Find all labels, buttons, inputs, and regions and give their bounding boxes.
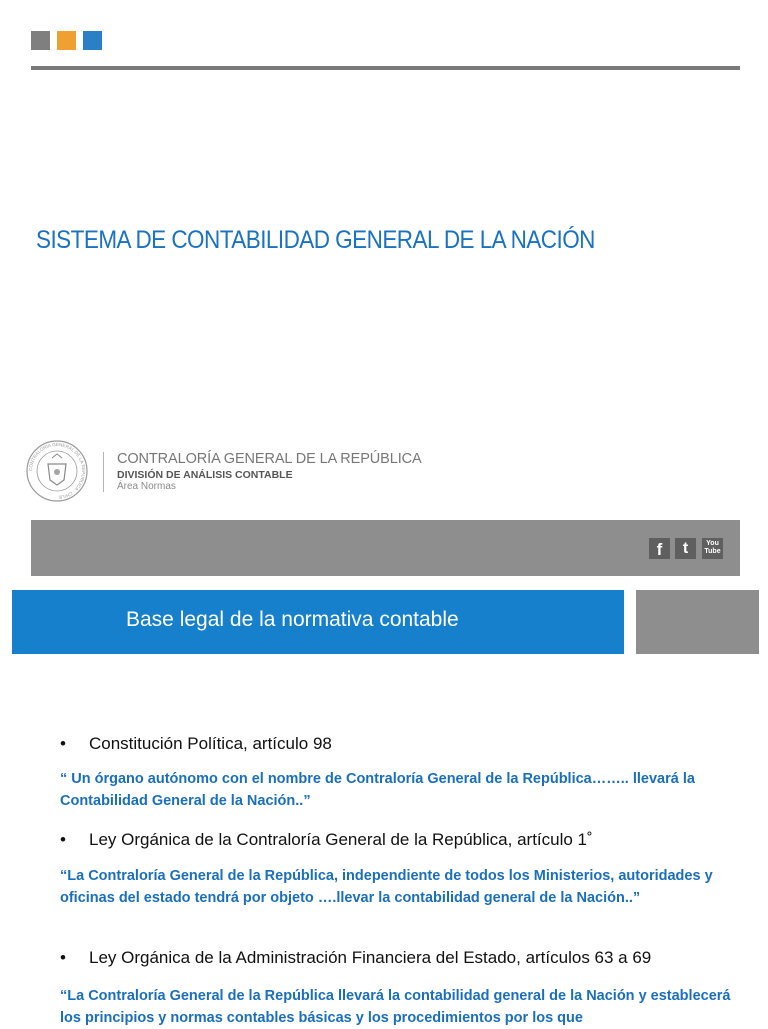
seal-text: CONTRALORIA GENERAL DE LA REPUBLICA · CHILE: [27, 441, 87, 500]
grey-banner: [31, 520, 740, 576]
page-title: SISTEMA DE CONTABILIDAD GENERAL DE LA NACIÓN: [36, 226, 595, 254]
youtube-icon-bottom: Tube: [704, 548, 721, 555]
org-name: CONTRALORÍA GENERAL DE LA REPÚBLICA: [117, 451, 422, 467]
org-divider: [103, 452, 104, 492]
contraloria-seal-icon: [26, 440, 88, 502]
list-item-3-quote: “La Contraloría General de la República llevará la contabilidad general de la Nación y establecerá los principios y normas contables básicas y los procedimientos por los que: [60, 988, 731, 1026]
youtube-icon-top: You: [706, 540, 719, 547]
logo-square-grey: [31, 31, 50, 50]
org-area: Área Normas: [117, 481, 176, 492]
bullet-3: •: [60, 948, 66, 967]
twitter-icon[interactable]: t: [675, 538, 696, 559]
list-item-2-label: Ley Orgánica de la Contraloría General de la República, artículo 1˚: [89, 830, 593, 849]
bullet-2: •: [60, 830, 66, 849]
list-item-1-label: Constitución Política, artículo 98: [89, 734, 332, 753]
youtube-icon[interactable]: [702, 538, 723, 559]
bullet-1: •: [60, 734, 66, 753]
list-item-2-quote: “La Contraloría General de la República, independiente de todos los Ministerios, autoridades y oficinas del estado tendrá por objeto ….llevar la contabilidad general de la Nación..”: [60, 868, 713, 906]
list-item-3-label: Ley Orgánica de la Administración Financiera del Estado, artículos 63 a 69: [89, 948, 652, 967]
list-item-1-quote: “ Un órgano autónomo con el nombre de Contraloría General de la República…….. llevará la Contabilidad General de la Nación..”: [60, 771, 695, 809]
logo-square-blue: [83, 31, 102, 50]
org-division: DIVISIÓN DE ANÁLISIS CONTABLE: [117, 469, 293, 481]
section-side-box: [636, 590, 759, 654]
section-title: Base legal de la normativa contable: [126, 608, 459, 631]
facebook-icon[interactable]: f: [649, 538, 670, 559]
header-divider: [31, 66, 740, 70]
logo-square-orange: [57, 31, 76, 50]
